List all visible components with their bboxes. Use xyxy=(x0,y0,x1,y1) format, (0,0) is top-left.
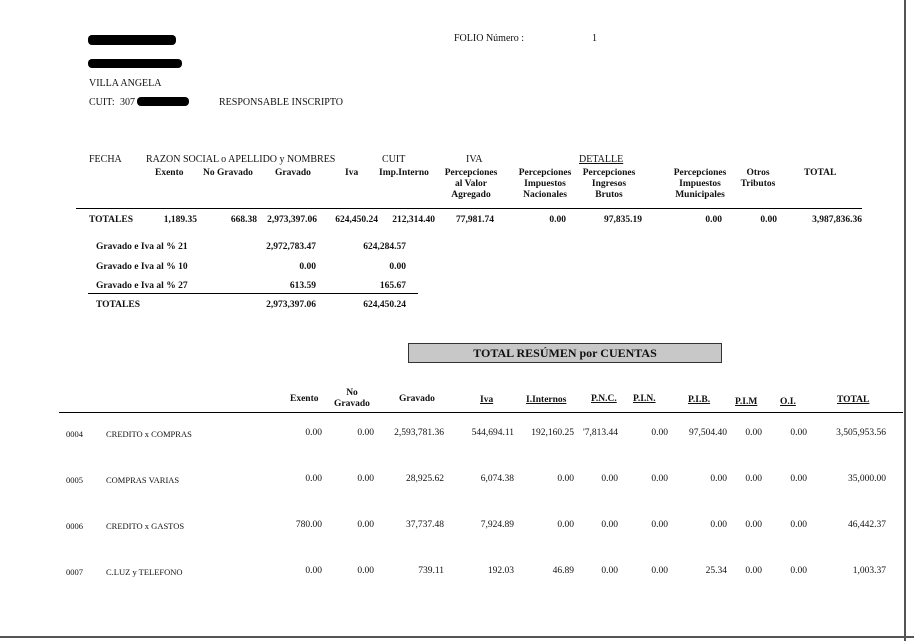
totals-total: 3,987,836.36 xyxy=(812,215,862,225)
totals-perc-municipales: 0.00 xyxy=(705,215,722,225)
tax-condition: RESPONSABLE INSCRIPTO xyxy=(219,97,344,108)
iva-rate-label: Gravado e Iva al % 10 xyxy=(96,262,188,272)
folio-value: 1 xyxy=(592,33,597,44)
iva-rate-label: Gravado e Iva al % 21 xyxy=(96,242,188,252)
iva-rate-iva: 0.00 xyxy=(389,262,406,272)
totals-no-gravado: 668.38 xyxy=(230,215,257,225)
account-code: 0004 xyxy=(66,429,83,439)
account-total: 46,442.37 xyxy=(848,520,886,530)
account-pim: 0.00 xyxy=(745,566,762,576)
account-pib: 0.00 xyxy=(710,520,727,530)
redacted-cuit xyxy=(137,97,189,106)
sum-col-internos: I.Internos xyxy=(526,395,567,405)
iva-breakdown-rule xyxy=(88,293,418,294)
account-iva: 7,924.89 xyxy=(480,520,514,530)
folio-label: FOLIO Número : xyxy=(454,33,524,44)
account-total: 3,505,953.56 xyxy=(836,428,886,438)
iva-rate-gravado: 613.59 xyxy=(289,281,316,291)
account-exento: 0.00 xyxy=(305,474,322,484)
col-perc-iva: Percepciones al Valor Agregado xyxy=(444,168,498,200)
account-pnc: 0.00 xyxy=(601,566,618,576)
redacted-address xyxy=(88,59,182,68)
city: VILLA ANGELA xyxy=(89,78,162,89)
iva-rate-iva: 165.67 xyxy=(379,281,406,291)
totals-perc-iva: 77,981.74 xyxy=(456,215,494,225)
account-no-gravado: 0.00 xyxy=(357,474,374,484)
totals-gravado: 2,973,397.06 xyxy=(267,215,317,225)
col-perc-nacionales: Percepciones Impuestos Nacionales xyxy=(518,168,572,200)
iva-totals-iva: 624,450.24 xyxy=(363,300,406,310)
account-code: 0005 xyxy=(66,475,83,485)
account-gravado: 28,925.62 xyxy=(406,474,444,484)
summary-header-rule xyxy=(59,412,903,413)
totals-otros: 0.00 xyxy=(760,215,777,225)
account-internos: 0.00 xyxy=(557,520,574,530)
iva-rate-gravado: 2,972,783.47 xyxy=(266,242,316,252)
col-fecha: FECHA xyxy=(89,154,122,165)
col-detalle: DETALLE xyxy=(579,154,624,165)
sum-col-exento: Exento xyxy=(290,394,319,404)
account-pib: 25.34 xyxy=(705,566,727,576)
account-internos: 192,160.25 xyxy=(531,428,574,438)
cuit-label: CUIT: xyxy=(89,97,115,108)
cuit-partial: 307 xyxy=(120,97,135,108)
sum-col-pnc: P.N.C. xyxy=(591,394,617,404)
account-iva: 544,694.11 xyxy=(471,428,514,438)
col-gravado: Gravado xyxy=(275,168,311,178)
account-exento: 780.00 xyxy=(295,520,322,530)
sum-col-total: TOTAL xyxy=(837,395,870,405)
account-pnc: 0.00 xyxy=(601,474,618,484)
account-oi: 0.00 xyxy=(790,474,807,484)
account-iva: 192.03 xyxy=(487,566,514,576)
totals-perc-iibb: 97,835.19 xyxy=(604,215,642,225)
col-exento: Exento xyxy=(155,168,184,178)
col-otros-tributos: Otros Tributos xyxy=(740,168,776,189)
account-pnc: 0.00 xyxy=(601,520,618,530)
account-pin: 0.00 xyxy=(651,566,668,576)
account-pim: 0.00 xyxy=(745,520,762,530)
totals-imp-interno: 212,314.40 xyxy=(392,215,435,225)
account-exento: 0.00 xyxy=(305,566,322,576)
col-perc-iibb: Percepciones Ingresos Brutos xyxy=(582,168,636,200)
totals-label: TOTALES xyxy=(89,215,134,225)
account-internos: 0.00 xyxy=(557,474,574,484)
sum-col-iva: Iva xyxy=(480,395,494,405)
col-total: TOTAL xyxy=(804,168,837,178)
iva-rate-label: Gravado e Iva al % 27 xyxy=(96,281,188,291)
summary-title: TOTAL RESÚMEN por CUENTAS xyxy=(408,343,722,363)
account-oi: 0.00 xyxy=(790,520,807,530)
account-iva: 6,074.38 xyxy=(480,474,514,484)
account-pib: 0.00 xyxy=(710,474,727,484)
account-pim: 0.00 xyxy=(745,428,762,438)
account-pib: 97,504.40 xyxy=(689,428,727,438)
col-no-gravado: No Gravado xyxy=(203,168,253,178)
account-name: CREDITO x GASTOS xyxy=(106,521,185,531)
account-code: 0006 xyxy=(66,521,83,531)
account-exento: 0.00 xyxy=(305,428,322,438)
col-razon-social: RAZON SOCIAL o APELLIDO y NOMBRES xyxy=(146,154,336,165)
iva-rate-iva: 624,284.57 xyxy=(363,242,406,252)
iva-totals-label: TOTALES xyxy=(96,300,141,310)
account-total: 35,000.00 xyxy=(848,474,886,484)
sum-col-oi: O.I. xyxy=(780,397,796,407)
iva-rate-gravado: 0.00 xyxy=(299,262,316,272)
account-name: C.LUZ y TELEFONO xyxy=(106,567,183,577)
sum-col-pin: P.I.N. xyxy=(633,394,656,404)
page-border-right xyxy=(904,0,906,641)
iva-totals-gravado: 2,973,397.06 xyxy=(266,300,316,310)
account-no-gravado: 0.00 xyxy=(357,428,374,438)
totals-exento: 1,189.35 xyxy=(163,215,197,225)
header-rule xyxy=(76,208,862,209)
account-pin: 0.00 xyxy=(651,474,668,484)
account-name: CREDITO x COMPRAS xyxy=(106,429,192,439)
account-pnc: '7,813.44 xyxy=(583,428,618,438)
account-no-gravado: 0.00 xyxy=(357,566,374,576)
account-total: 1,003.37 xyxy=(852,566,886,576)
col-perc-municipales: Percepciones Impuestos Municipales xyxy=(673,168,727,200)
sum-col-pim: P.I.M xyxy=(735,397,758,407)
col-imp-interno: Imp.Interno xyxy=(379,168,429,178)
sum-col-no-gravado: No Gravado xyxy=(334,388,370,409)
totals-perc-nacionales: 0.00 xyxy=(549,215,566,225)
account-name: COMPRAS VARIAS xyxy=(106,475,180,485)
account-gravado: 739.11 xyxy=(418,566,444,576)
account-gravado: 37,737.48 xyxy=(406,520,444,530)
account-no-gravado: 0.00 xyxy=(357,520,374,530)
col-iva-amount: Iva xyxy=(345,168,359,178)
sum-col-pib: P.I.B. xyxy=(688,395,711,405)
account-internos: 46.89 xyxy=(552,566,574,576)
account-code: 0007 xyxy=(66,567,83,577)
account-pin: 0.00 xyxy=(651,428,668,438)
col-iva: IVA xyxy=(466,154,483,165)
page-border-bottom xyxy=(0,636,914,638)
totals-iva: 624,450.24 xyxy=(335,215,378,225)
account-pim: 0.00 xyxy=(745,474,762,484)
col-cuit: CUIT xyxy=(382,154,406,165)
account-oi: 0.00 xyxy=(790,566,807,576)
account-pin: 0.00 xyxy=(651,520,668,530)
account-gravado: 2,593,781.36 xyxy=(394,428,444,438)
redacted-company-name xyxy=(88,35,176,45)
account-oi: 0.00 xyxy=(790,428,807,438)
sum-col-gravado: Gravado xyxy=(399,394,435,404)
